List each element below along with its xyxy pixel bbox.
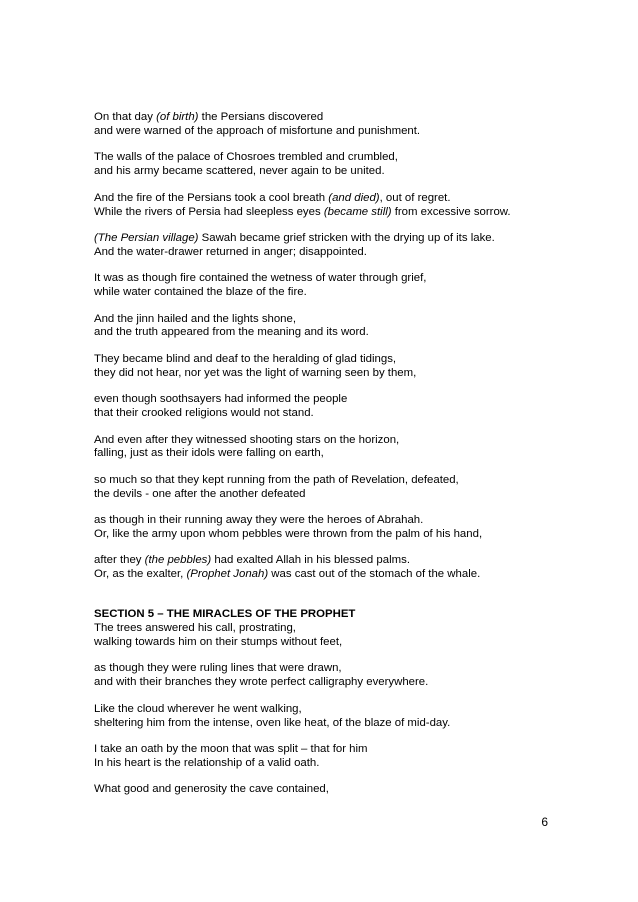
verse-text: the devils - one after the another defeated [94,487,306,500]
stanza [94,622,594,650]
verse-line [94,636,594,650]
verse-text: had exalted Allah in his blessed palms. [211,554,410,567]
verse-text: Or, like the army upon whom pebbles were thrown from the palm of his hand, [94,528,483,541]
verse-text: , out of regret. [379,191,451,204]
verse-text: was cast out of the stomach of the whale. [268,568,481,581]
verse-line [94,286,594,300]
verse-line [94,568,594,582]
stanza [94,514,594,542]
verse-line [94,151,594,165]
stanza [94,743,594,771]
italic-gloss: (of birth) [156,111,199,123]
verse-text: Or, as the exalter, [94,568,187,581]
verse-text: from excessive sorrow. [391,205,511,218]
verse-line [94,676,594,690]
verse-line [94,246,594,260]
stanza [94,703,594,731]
verse-line [94,757,594,771]
verse-text: and his army became scattered, never again to be united. [94,165,385,178]
stanza [94,313,594,341]
verse-line [94,393,594,407]
verse-line [94,313,594,327]
verse-line [94,662,594,676]
verse-line [94,783,594,797]
verse-text: after they [94,554,145,567]
verse-line [94,514,594,528]
verse-line [94,717,594,731]
verse-line [94,192,594,206]
section-heading: SECTION 5 – THE MIRACLES OF THE PROPHET [94,608,356,621]
verse-text: Like the cloud wherever he went walking, [94,702,302,715]
verse-line [94,407,594,421]
verse-text: In his heart is the relationship of a valid oath. [94,757,320,769]
verse-text: and were warned of the approach of misfortune and punishment. [94,124,421,137]
stanza [94,192,594,220]
verse-text: as though they were ruling lines that were drawn, [94,662,342,675]
verse-line [94,488,594,502]
verse-line [94,125,594,139]
verse-line [94,272,594,286]
verse-text: so much so that they kept running from the path of Revelation, defeated, [94,473,459,486]
italic-gloss: (The Persian village) [94,231,199,244]
verse-text: that their crooked religions would not stand. [94,407,314,420]
verse-text: While the rivers of Persia had sleepless eyes [94,205,324,218]
italic-gloss: (and died) [328,191,380,204]
stanza [94,272,594,300]
verse-line [94,743,594,757]
verse-text: even though soothsayers had informed the people [94,393,348,406]
verse-text: falling, just as their idols were falling on earth, [94,447,324,460]
verse-text: the Persians discovered [198,111,324,123]
section-5 [94,608,594,797]
verse-line [94,528,594,542]
verse-text: and the truth appeared from the meaning and its word. [94,326,369,339]
verse-text: and with their branches they wrote perfect calligraphy everywhere. [94,676,429,689]
verse-text: I take an oath by the moon that was split – that for him [94,743,368,756]
verse-line [94,111,594,125]
stanza [94,662,594,690]
page-number: 6 [541,815,548,829]
italic-gloss: (Prophet Jonah) [186,568,269,581]
italic-gloss: (the pebbles) [144,554,212,567]
verse-line [94,232,594,246]
verse-text: The walls of the palace of Chosroes trembled and crumbled, [94,151,398,164]
verse-line [94,367,594,381]
document-body [94,111,594,810]
stanza [94,783,594,797]
verse-line [94,622,594,636]
verse-text: It was as though fire contained the wetness of water through grief, [94,272,427,285]
verse-text: And the fire of the Persians took a cool breath [94,191,329,204]
verse-line [94,447,594,461]
verse-text: And the jinn hailed and the lights shone, [94,312,297,325]
verse-text: They became blind and deaf to the heralding of glad tidings, [94,352,397,365]
stanza [94,232,594,260]
verse-line [94,434,594,448]
verse-text: And even after they witnessed shooting stars on the horizon, [94,433,400,446]
stanza [94,353,594,381]
stanza [94,111,594,139]
stanza [94,151,594,179]
verse-text: as though in their running away they were the heroes of Abrahah. [94,514,424,527]
verse-line [94,474,594,488]
verse-text: On that day [94,111,157,123]
verse-text: while water contained the blaze of the fire. [94,286,307,299]
verse-text: And the water-drawer returned in anger; disappointed. [94,245,367,258]
stanza [94,474,594,502]
verse-line [94,206,594,220]
verse-line [94,326,594,340]
verse-line [94,554,594,568]
stanza [94,434,594,462]
verse-text: they did not hear, nor yet was the light of warning seen by them, [94,366,417,379]
verse-line [94,165,594,179]
verse-text: What good and generosity the cave contained, [94,783,329,796]
stanza [94,554,594,582]
verse-text: Sawah became grief stricken with the drying up of its lake. [198,231,495,244]
verse-text: The trees answered his call, prostrating, [94,622,296,635]
stanza [94,393,594,421]
verse-text: walking towards him on their stumps without feet, [94,636,343,649]
poem-section-5 [94,622,594,797]
verse-text: sheltering him from the intense, oven like heat, of the blaze of mid-day. [94,716,451,729]
poem-section-4-continued [94,111,594,582]
italic-gloss: (became still) [323,205,392,218]
verse-line [94,353,594,367]
verse-line [94,703,594,717]
